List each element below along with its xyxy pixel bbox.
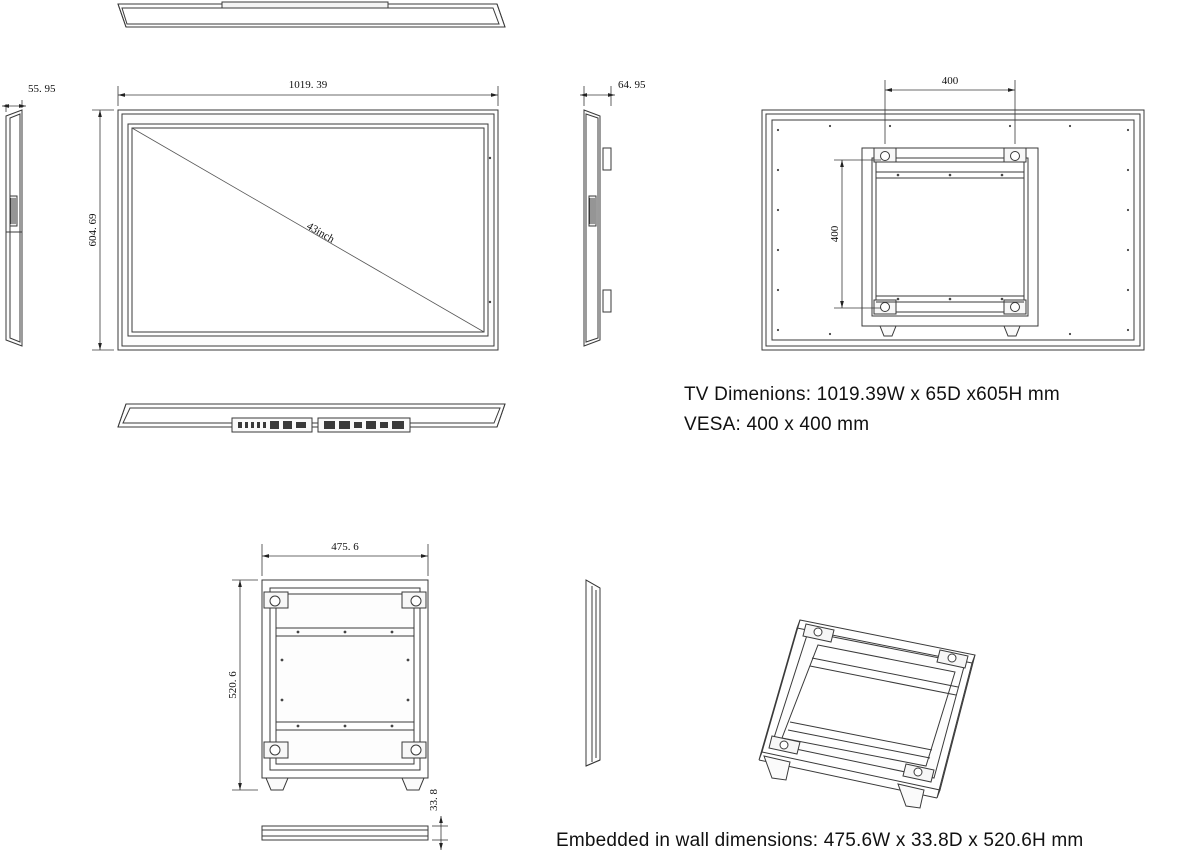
isometric-view-bracket <box>759 620 975 808</box>
dim-label-right-depth: 64. 95 <box>618 79 646 91</box>
screen-size-label: 43inch <box>304 220 337 246</box>
side-view-bracket <box>586 580 600 766</box>
dim-label-vesa-horizontal: 400 <box>941 75 959 87</box>
dim-label-bracket-height: 520. 6 <box>227 671 239 699</box>
dim-label-bracket-width: 475. 6 <box>331 541 359 553</box>
top-view-tv <box>118 2 505 27</box>
tv-dimensions-text: TV Dimenions: 1019.39W x 65D x605H mm <box>684 384 1060 405</box>
dim-label-tv-width: 1019. 39 <box>288 79 328 91</box>
vesa-dimensions-text: VESA: 400 x 400 mm <box>684 414 870 435</box>
left-side-view-tv <box>6 110 22 346</box>
dim-label-vesa-vertical: 400 <box>829 225 841 243</box>
dim-bracket-depth <box>432 816 448 850</box>
front-view-bracket <box>262 580 428 790</box>
embedded-dimensions-text: Embedded in wall dimensions: 475.6W x 33.8D x 520.6H mm <box>556 830 1084 851</box>
bottom-view-bracket <box>262 826 428 840</box>
dim-right-depth <box>580 86 615 106</box>
dim-label-bracket-depth: 33. 8 <box>428 789 440 811</box>
bottom-view-tv-ports <box>118 404 505 432</box>
dim-label-left-depth: 55. 95 <box>28 83 56 95</box>
dim-label-tv-height: 604. 69 <box>87 213 99 247</box>
right-side-view-tv <box>584 110 611 346</box>
rear-view-tv-with-vesa <box>762 110 1144 350</box>
